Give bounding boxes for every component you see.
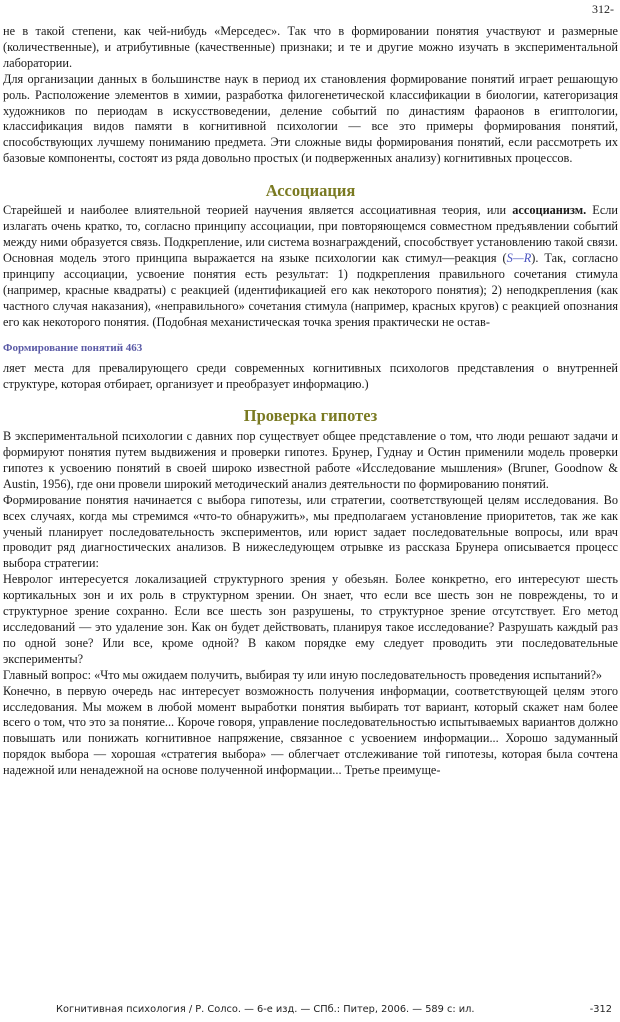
intro-paragraph-2: Для организации данных в большинстве наук в период их становления формирование понятий играет решающую роль. Расположение элементов в химии, разработка филогенетической классификации в биологии, категоризация художников по периодам в искусствоведении, деление событий по династиям фараонов в египтологии, классификация видов памяти в когнитивной психологии — все это примеры формирования понятий, способствующих лучшему пониманию предмета. Эти сложные виды формирования понятий, если рассмотреть их базовые компоненты, состоят из ряда довольно простых (и подверженных анализу) когнитивных процессов. [3,71,618,166]
heading-hypothesis-testing: Проверка гипотез [243,406,378,426]
hypothesis-paragraph-4: Главный вопрос: «Что мы ожидаем получить, выбирая ту или иную последовательность проведения испытаний?» [3,667,603,682]
association-text-a: Старейшей и наиболее влиятельной теорией научения является ассоциативная теория, или [3,203,513,218]
association-term: ассоцианизм. [512,203,587,218]
page-content [3,24,618,779]
footer-citation: Когнитивная психология / Р. Солсо. — 6-е изд. — СПб.: Питер, 2006. — 589 с: ил. [56,1004,475,1015]
association-text-c: ). Так, согласно принципу ассоциации, усвоение понятия есть результат: 1) подкрепления правильного сочетания стимула (например, красные квадраты) с реакцией (идентификацией его как некоторого понятия); 2) неподкрепления (как частного случая наказания), «неправильного» сочетания стимула (например, красных кругов) с реакцией опознания его как некоторого понятия. (Подобная механистическая точка зрения практически не остав- [3,250,618,329]
association-text-b: Если излагать очень кратко, то, согласно принципу ассоциации, при повторяющемся совместном предъявлении событий между ними образуется связь. Подкрепление, или система вознаграждений, способствует установлению такой связи. Основная модель этого принципа выражается на языке психологии как стимул—реакция ( [3,203,618,265]
page-number-bottom: -312 [589,1004,612,1015]
heading-association: Ассоциация [265,181,356,201]
running-head: Формирование понятий 463 [3,342,143,355]
association-paragraph-2: ляет места для превалирующего среди современных когнитивных психологов представления о внутренней структуре, которая отбирает, организует и преобразует информацию.) [3,361,618,392]
page-number-top: 312- [592,2,614,16]
hypothesis-paragraph-5: Конечно, в первую очередь нас интересует возможность получения информации, соответствующей целям этого исследования. Мы можем в любой момент выработки понятия выбирать тот вариант, который скажет нам более всего о том, что это за понятие... Короче говоря, управление последовательностью испытываемых вариантов должно повышать или понижать когнитивное напряжение, связанное с усвоением информации... Хорошо задуманный порядок выбора — хорошая «стратегия выбора» — облегчает отслеживание той гипотезы, которая была сочтена надежной или ненадежной на основе полученной информации... Третье преимуще- [3,683,618,778]
intro-paragraph-1: не в такой степени, как чей-нибудь «Мерседес». Так что в формировании понятия участвуют и размерные (количественные), и атрибутивные (качественные) признаки; и те и другие можно изучать в экспериментальной лаборатории. [3,24,618,70]
hypothesis-paragraph-3: Невролог интересуется локализацией структурного зрения у обезьян. Более конкретно, его интересуют шесть кортикальных зон и их роль в структурном зрении. Он знает, что если все шесть зон не повреждены, то и структурное зрение сохранно. Если все шесть зон разрушены, то структурное зрение отсутствует. Его метод исследований — это удаление зон. Как он будет действовать, планируя такое исследование? Разрушать каждый раз по одной зоне? Или все, кроме одной? В каком порядке ему следует проводить эти последовательные эксперименты? [3,572,618,666]
association-paragraph-1 [3,203,618,330]
hypothesis-paragraph-1: В экспериментальной психологии с давних пор существует общее представление о том, что люди решают задачи и формируют понятия путем выдвижения и проверки гипотез. Брунер, Гуднау и Остин применили модель проверки гипотез к усвоению понятий в своей широко известной работе «Исследование мышления» (Bruner, Goodnow & Austin, 1956), где они провели широкий методический анализ деятельности по формированию понятий. [3,429,618,491]
hypothesis-paragraph-2: Формирование понятия начинается с выбора гипотезы, или стратегии, соответствующей целям исследования. Во всех случаях, когда мы стремимся «что-то обнаружить», мы предполагаем установление приоритетов, так же как ученый планирует последовательность экспериментов, или юрист задает последовательные вопросы, или врач проводит ряд диагностических анализов. В нижеследующем отрывке из рассказа Брунера описывается процесс выбора стратегии: [3,492,618,571]
stimulus-response-notation: S—R [506,250,532,265]
